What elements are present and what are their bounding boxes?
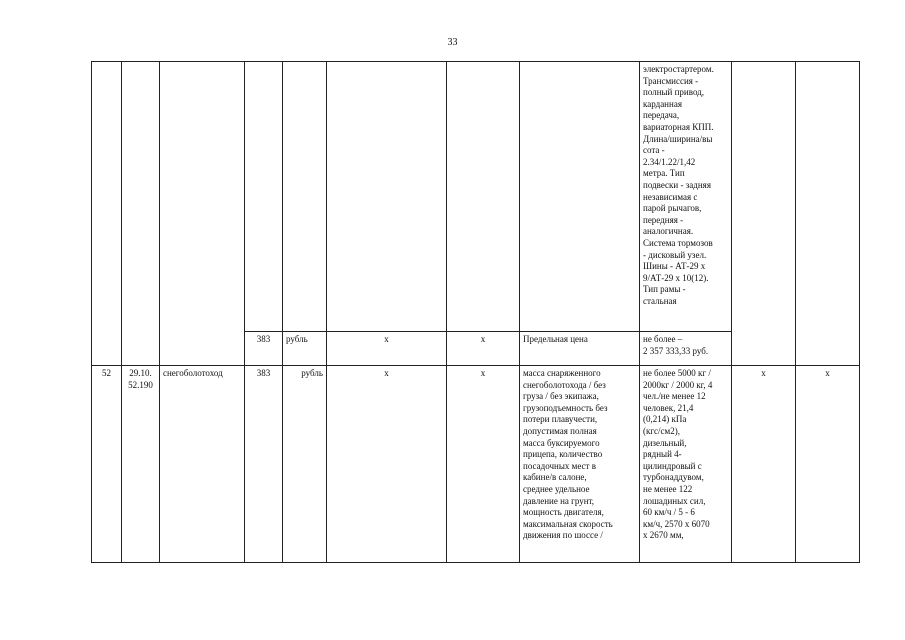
table-row-continuation (92, 62, 860, 332)
table-row-item-52 (92, 366, 860, 563)
cell-number: 52 (92, 366, 122, 563)
cell-x1 (327, 62, 447, 332)
cell-x1: x (327, 332, 447, 366)
cell-characteristic-value: не более 5000 кг / 2000кг / 2000 кг, 4 чел./не менее 12 человек, 21,4 (0,214) кПа (кгс/см2), дизельный, рядный 4- цилиндровый с турбонаддувом, не менее 122 лошадиных сил, 60 км/ч / 5 - 6 км/ч, 2570 х 6070 х 2670 мм, (640, 366, 732, 563)
cell-number (92, 62, 122, 366)
cell-code: 383 (245, 366, 283, 563)
cell-unit: рубль (283, 366, 327, 563)
page-number: 33 (447, 37, 458, 48)
cell-characteristic: масса снаряженного снегоболотохода / без груза / без экипажа, грузоподъемность без потери плавучести, допустимая полная масса буксируемого прицепа, количество посадочных мест в кабине/в салоне, среднее удельное давление на грунт, мощность двигателя, максимальная скорость движения по шоссе / (520, 366, 640, 563)
cell-x3: x (732, 366, 796, 563)
cell-okpd (122, 62, 160, 366)
cell-name: снегоболотоход (160, 366, 245, 563)
cell-x4 (796, 62, 860, 366)
cell-characteristic-value: электростартером. Трансмиссия - полный привод, карданная передача, вариаторная КПП. Длина/ширина/вы сота - 2.34/1.22/1,42 метра. Тип подвески - задняя независимая с парой рычагов, передняя - аналогичная. Система тормозов - дисковый узел. Шины - АТ-29 х 9/АТ-29 х 10(12). Тип рамы - стальная (640, 62, 732, 332)
cell-x4: x (796, 366, 860, 563)
cell-characteristic (520, 62, 640, 332)
cell-okpd: 29.10. 52.190 (122, 366, 160, 563)
cell-unit (283, 62, 327, 332)
procurement-table (91, 61, 860, 563)
cell-x2 (447, 62, 520, 332)
cell-x1: x (327, 366, 447, 563)
cell-characteristic: Предельная цена (520, 332, 640, 366)
cell-code: 383 (245, 332, 283, 366)
cell-characteristic-value: не более – 2 357 333,33 руб. (640, 332, 732, 366)
cell-x2: x (447, 332, 520, 366)
cell-code (245, 62, 283, 332)
cell-x3 (732, 62, 796, 366)
cell-x2: x (447, 366, 520, 563)
cell-name (160, 62, 245, 366)
cell-unit: рубль (283, 332, 327, 366)
